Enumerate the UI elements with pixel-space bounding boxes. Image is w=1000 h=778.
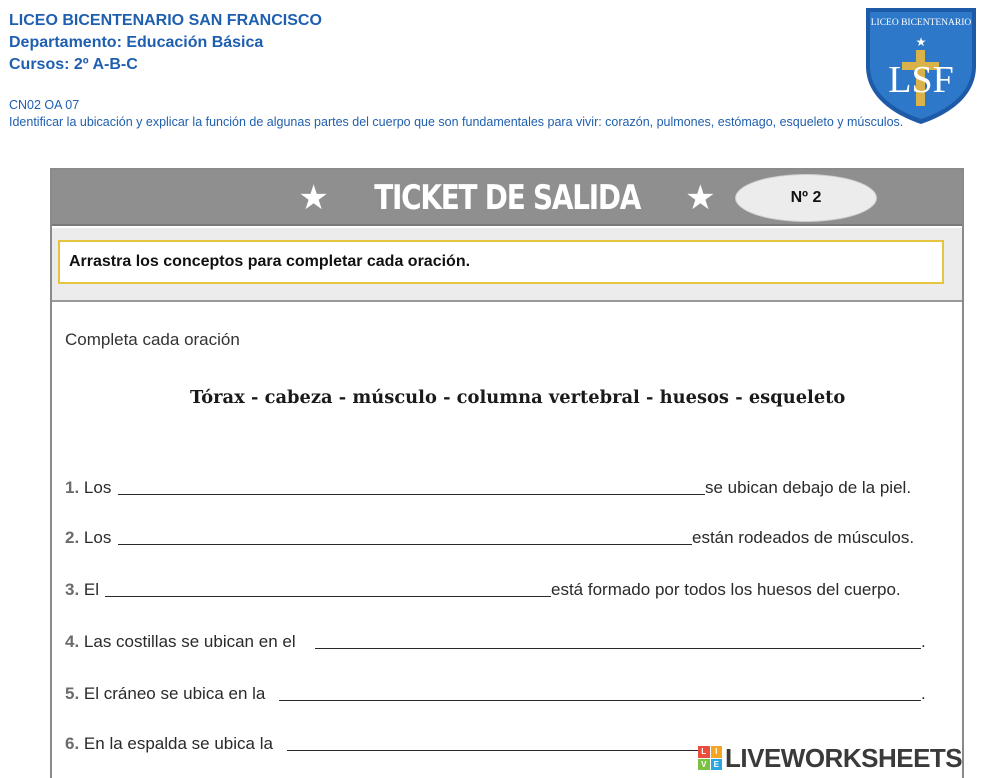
crest-monogram: LSF	[888, 59, 954, 101]
sentence-number: 4.	[65, 632, 80, 651]
instruction-text: Arrastra los conceptos para completar cada oración.	[58, 240, 944, 284]
liveworksheets-watermark	[698, 743, 962, 773]
ticket-title-text: TICKET DE SALIDA	[374, 178, 640, 218]
exercise-subtitle: Completa cada oración	[65, 330, 240, 349]
word-bank: Tórax - cabeza - músculo - columna vertebral - huesos - esqueleto	[190, 388, 846, 408]
sentence-4	[65, 632, 945, 656]
answer-blank-1[interactable]	[118, 494, 705, 495]
sentence-prefix: Los	[83, 478, 112, 497]
instruction-band	[52, 228, 962, 302]
sentence-suffix: están rodeados de músculos.	[692, 528, 915, 547]
sentence-1	[65, 478, 945, 502]
answer-blank-3[interactable]	[105, 596, 551, 597]
ticket-title	[298, 176, 716, 220]
ticket-title-bar	[52, 170, 962, 226]
sentence-number: 2.	[65, 528, 80, 547]
sentence-5	[65, 684, 945, 708]
sentence-prefix: El cráneo se ubica en la	[83, 684, 266, 703]
svg-text:★: ★	[915, 35, 927, 49]
sentence-3	[65, 580, 945, 604]
sentence-number: 1.	[65, 478, 80, 497]
ticket-number-badge: Nº 2	[735, 174, 877, 222]
objective-code: CN02 OA 07	[9, 98, 80, 112]
sentence-suffix: se ubican debajo de la piel.	[705, 478, 912, 497]
sentence-2	[65, 528, 945, 552]
school-crest-logo	[862, 4, 980, 126]
answer-blank-4[interactable]	[315, 648, 921, 649]
sentence-prefix: Las costillas se ubican en el	[83, 632, 296, 651]
sentence-prefix: Los	[83, 528, 112, 547]
sentence-prefix: El	[83, 580, 100, 599]
school-header	[9, 10, 322, 76]
crest-top-text: LICEO BICENTENARIO	[870, 18, 972, 28]
sentence-number: 5.	[65, 684, 80, 703]
sentence-number: 3.	[65, 580, 80, 599]
school-name: LICEO BICENTENARIO SAN FRANCISCO	[9, 12, 322, 29]
star-icon-left: ★	[298, 179, 329, 217]
sentence-suffix: está formado por todos los huesos del cuerpo.	[551, 580, 901, 599]
answer-blank-2[interactable]	[118, 544, 692, 545]
liveworksheets-logo-icon: L I V E	[698, 746, 722, 770]
answer-blank-5[interactable]	[279, 700, 921, 701]
sentence-suffix: .	[921, 632, 926, 651]
objective-description: Identificar la ubicación y explicar la función de algunas partes del cuerpo que son fundamentales para vivir: corazón, pulmones, estómago, esqueleto y músculos.	[9, 114, 904, 129]
liveworksheets-wordmark: LIVEWORKSHEETS	[725, 742, 963, 773]
learning-objective	[9, 97, 909, 130]
sentence-prefix: En la espalda se ubica la	[83, 734, 273, 753]
exit-ticket-card	[50, 168, 964, 778]
department-label: Departamento: Educación Básica	[9, 34, 264, 51]
answer-blank-6[interactable]	[287, 750, 707, 751]
sentence-number: 6.	[65, 734, 80, 753]
sentence-suffix: .	[921, 684, 926, 703]
courses-label: Cursos: 2º A-B-C	[9, 56, 138, 73]
star-icon-right: ★	[685, 179, 716, 217]
